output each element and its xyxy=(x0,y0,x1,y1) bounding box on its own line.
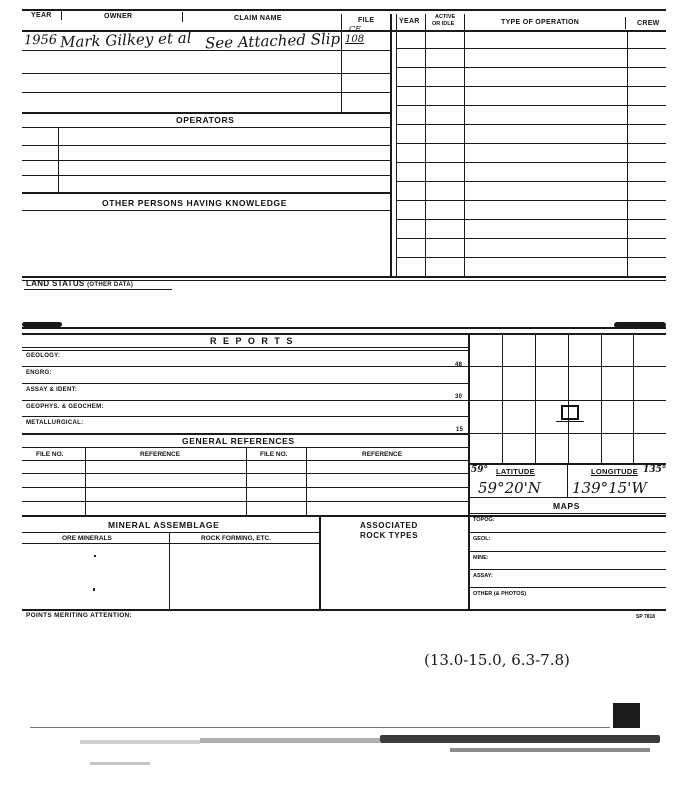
reports-engrg: ENGRG: xyxy=(26,370,52,376)
reports-geology: GEOLOGY: xyxy=(26,353,61,359)
header-year-2: YEAR xyxy=(399,18,420,25)
ref-row-line xyxy=(22,487,468,488)
year-row-line xyxy=(396,67,666,68)
form-number: SP 7818 xyxy=(636,614,656,620)
ref-reference: REFERENCE xyxy=(140,451,181,458)
ref-row-line xyxy=(22,473,468,474)
land-status-sub: (OTHER DATA) xyxy=(87,282,134,288)
reports-num-15: 15 xyxy=(456,427,464,433)
mineral-assemblage-title: MINERAL ASSEMBLAGE xyxy=(108,520,220,530)
mineral-header-rule xyxy=(22,543,319,544)
land-status-label: LAND STATUS xyxy=(26,279,85,288)
reports-num-48: 48 xyxy=(455,362,463,368)
operators-rule xyxy=(22,127,390,128)
mineral-rule xyxy=(22,532,319,533)
header-crew: CREW xyxy=(637,20,660,27)
other-persons-title: OTHER PERSONS HAVING KNOWLEDGE xyxy=(102,198,288,208)
reports-row-line xyxy=(22,416,468,417)
owner-row-line xyxy=(22,92,390,93)
mineral-right-divider xyxy=(319,515,321,609)
other-persons-top-rule xyxy=(22,192,390,194)
header-or-idle: OR IDLE xyxy=(432,21,455,27)
reports-frame-top xyxy=(22,333,666,335)
maps-rule xyxy=(468,513,666,514)
coordinate-annotation: (13.0-15.0, 6.3-7.8) xyxy=(424,651,570,669)
lon-suffix: 135° xyxy=(643,465,667,475)
grid-row xyxy=(468,433,666,434)
latlon-bottom-rule xyxy=(468,497,666,498)
points-top-rule xyxy=(22,609,666,611)
ref-file-no: FILE NO. xyxy=(36,451,64,458)
header-type-of-operation: TYPE OF OPERATION xyxy=(501,19,580,26)
scan-noise-band xyxy=(450,748,650,752)
latitude-value: 59°20'N xyxy=(478,479,541,497)
land-status-title xyxy=(26,279,133,288)
rock-forming: ROCK FORMING, ETC. xyxy=(201,535,272,542)
entry-year: 1956 xyxy=(23,32,58,49)
reports-num-30: 30 xyxy=(455,394,463,400)
general-refs-top-rule xyxy=(22,433,468,435)
reports-assay: ASSAY & IDENT: xyxy=(26,387,78,393)
year-row-line xyxy=(396,105,666,106)
longitude-label: LONGITUDE xyxy=(591,467,638,476)
other-persons-rule xyxy=(22,210,390,211)
header-sep xyxy=(182,12,183,22)
reports-geophys: GEOPHYS. & GEOCHEM: xyxy=(26,404,104,410)
ref-col xyxy=(85,447,86,515)
reports-row-line xyxy=(22,383,468,384)
scan-noise-band xyxy=(380,735,660,743)
year-column-right xyxy=(396,14,397,276)
entry-claim: See Attached Slip xyxy=(204,29,341,53)
scan-noise-band xyxy=(80,740,200,744)
maps-row-line xyxy=(468,569,666,570)
year-row-line xyxy=(396,162,666,163)
grid-row xyxy=(468,400,666,401)
header-sep xyxy=(625,17,626,29)
operators-row-line xyxy=(22,160,390,161)
reports-row-line xyxy=(22,366,468,367)
entry-file-bottom: 108 xyxy=(345,34,365,45)
scan-line xyxy=(30,727,610,728)
latitude-label: LATITUDE xyxy=(496,467,535,476)
ore-dot xyxy=(93,588,95,591)
maps-row-line xyxy=(468,551,666,552)
operators-row-line xyxy=(22,175,390,176)
year-row-line xyxy=(396,143,666,144)
header-active: ACTIVE xyxy=(435,14,456,20)
ref-file-no-2: FILE NO. xyxy=(260,451,288,458)
mineral-col xyxy=(169,532,170,609)
scan-noise-band xyxy=(200,738,380,743)
operation-column-left xyxy=(464,14,465,276)
ref-col xyxy=(246,447,247,515)
header-top-rule xyxy=(22,9,666,11)
year-row-line xyxy=(396,238,666,239)
grid-col xyxy=(502,335,503,463)
year-row-line xyxy=(396,257,666,258)
reports-title-rule xyxy=(22,347,468,348)
grid-col xyxy=(535,335,536,463)
operators-top-rule xyxy=(22,112,390,114)
points-meriting-attention: POINTS MERITING ATTENTION: xyxy=(26,612,133,619)
location-marker-base xyxy=(556,421,584,422)
ore-dot xyxy=(94,555,96,557)
operators-title: OPERATORS xyxy=(176,115,235,125)
active-column-right xyxy=(425,14,426,276)
longitude-value: 139°15'W xyxy=(572,479,647,497)
grid-row xyxy=(468,366,666,367)
owner-row-line xyxy=(22,73,390,74)
year-row-line xyxy=(396,124,666,125)
header-claim-name: CLAIM NAME xyxy=(234,15,282,22)
reports-top-rule xyxy=(22,327,666,329)
header-file: FILE xyxy=(358,17,375,24)
file-column-left xyxy=(341,14,342,114)
operators-row-line xyxy=(22,145,390,146)
year-row-line xyxy=(396,48,666,49)
entry-file-top: CE xyxy=(349,25,361,34)
grid-col xyxy=(633,335,634,463)
scan-noise-band xyxy=(90,762,150,765)
file-column-right xyxy=(390,14,392,276)
associated-rock-1: ASSOCIATED xyxy=(360,521,418,530)
maps-row-line xyxy=(468,532,666,533)
map-topog: TOPOG: xyxy=(473,517,495,523)
header-year: YEAR xyxy=(31,12,52,19)
header-sep xyxy=(61,10,62,20)
ref-row-line xyxy=(22,501,468,502)
year-row-line xyxy=(396,86,666,87)
scan-blot xyxy=(613,703,640,728)
ref-reference-2: REFERENCE xyxy=(362,451,403,458)
land-status-underline xyxy=(24,289,172,290)
maps-title: MAPS xyxy=(553,501,580,511)
year-row-line xyxy=(396,181,666,182)
lat-prefix: 59° xyxy=(471,465,489,475)
reports-metallurgical: METALLURGICAL: xyxy=(26,420,84,426)
reports-title: R E P O R T S xyxy=(210,336,295,346)
map-mine: MINE: xyxy=(473,555,489,561)
ore-minerals: ORE MINERALS xyxy=(62,535,112,542)
location-marker xyxy=(561,405,579,420)
general-references-title: GENERAL REFERENCES xyxy=(182,436,295,446)
year-row-line xyxy=(396,200,666,201)
section-bottom-rule xyxy=(22,276,666,278)
header-owner: OWNER xyxy=(104,13,133,20)
mineral-top-rule xyxy=(22,515,666,517)
right-panel-divider xyxy=(468,333,470,609)
ref-header-rule xyxy=(22,460,468,461)
year-row-line xyxy=(396,219,666,220)
general-refs-rule xyxy=(22,447,468,448)
map-geol: GEOL: xyxy=(473,536,491,542)
associated-rock-2: ROCK TYPES xyxy=(360,531,419,540)
grid-col xyxy=(568,335,569,463)
maps-row-line xyxy=(468,587,666,588)
map-other: OTHER (& PHOTOS) xyxy=(473,591,527,597)
ref-col xyxy=(306,447,307,515)
entry-owner: Mark Gilkey et al xyxy=(59,28,192,52)
map-assay: ASSAY: xyxy=(473,573,493,579)
grid-col xyxy=(601,335,602,463)
reports-row-line xyxy=(22,400,468,401)
latlon-divider xyxy=(567,463,568,497)
reports-title-rule-2 xyxy=(22,350,468,351)
